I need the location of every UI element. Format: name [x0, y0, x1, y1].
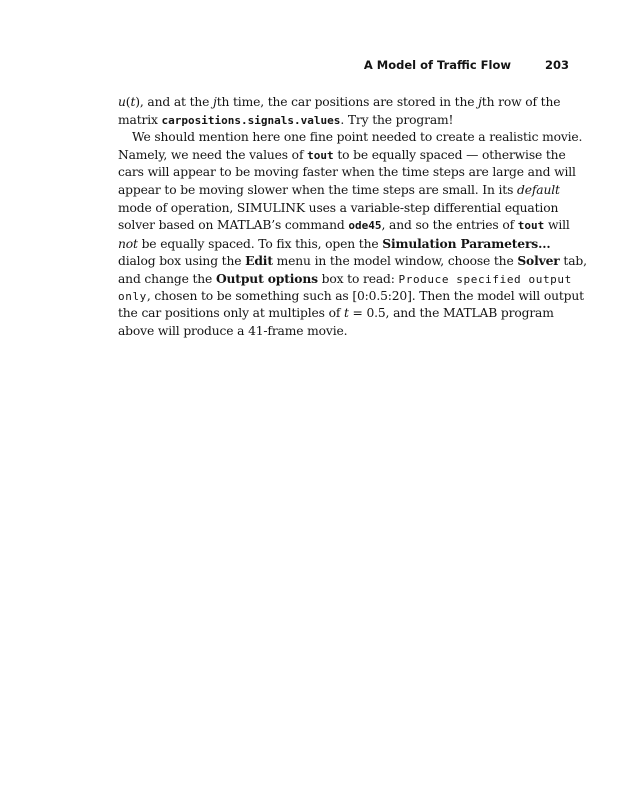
text-line: dialog box using the Edit menu in the model window, choose the Solver tab,: [118, 253, 587, 269]
text-line: and change the Output options box to read: Produce specified output: [118, 270, 572, 286]
code-variable: carpositions.signals.values: [161, 113, 341, 127]
text-line: cars will appear to be moving faster when the time steps are large and will: [118, 165, 576, 180]
menu-reference: Solver: [517, 253, 560, 269]
code-variable: tout: [517, 219, 545, 233]
text-line: mode of operation, SIMULINK uses a variable-step differential equation: [118, 200, 559, 215]
text-line: Namely, we need the values of tout to be equally spaced — otherwise the: [118, 147, 566, 162]
paragraph-start: We should mention here one fine point needed to create a realistic movie.: [132, 130, 583, 145]
text-line: the car positions only at multiples of t = 0.5, and the MATLAB program: [118, 306, 554, 321]
body-text: [118, 94, 587, 340]
text-line: above will produce a 41-frame movie.: [118, 323, 348, 338]
code-variable: tout: [307, 148, 334, 162]
running-title: A Model of Traffic Flow: [363, 58, 511, 72]
menu-reference: Output options: [215, 270, 318, 286]
option-value: only: [118, 289, 147, 303]
menu-reference: Simulation Parameters...: [382, 235, 551, 251]
text-line: u(t), and at the jth time, the car positions are stored in the jth row of the: [118, 95, 561, 109]
running-header: [118, 58, 569, 74]
page-number: 203: [544, 58, 569, 72]
text-line: matrix carpositions.signals.values. Try the program!: [118, 112, 454, 127]
option-value: Produce specified output: [398, 272, 572, 286]
code-command: ode45: [348, 219, 382, 233]
menu-reference: Edit: [245, 253, 273, 269]
text-line: appear to be moving slower when the time steps are small. In its default: [118, 182, 560, 197]
text-line: only, chosen to be something such as [0:0.5:20]. Then the model will output: [118, 288, 584, 303]
text-line: not be equally spaced. To fix this, open the Simulation Parameters...: [118, 235, 551, 251]
text-line: solver based on MATLAB’s command ode45, and so the entries of tout will: [118, 218, 570, 233]
